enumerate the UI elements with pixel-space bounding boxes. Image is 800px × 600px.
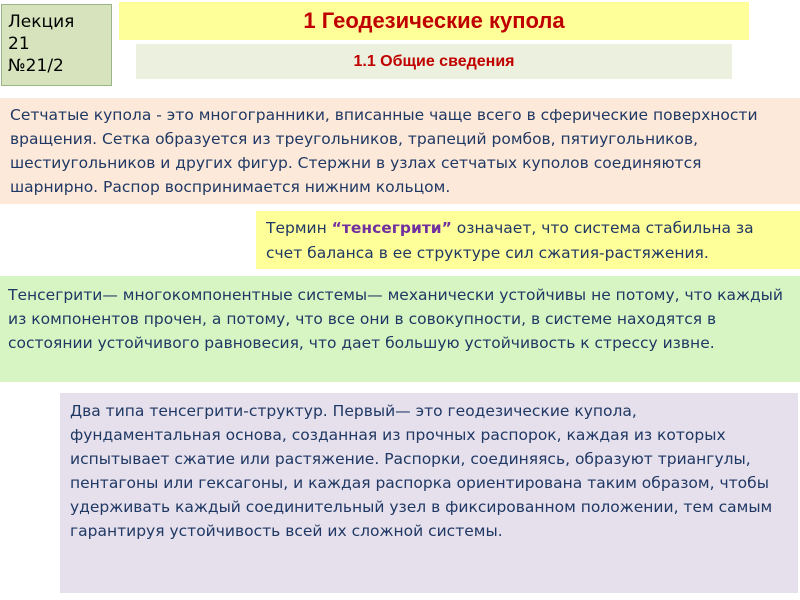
intro-paragraph: Сетчатые купола - это многогранники, вписанные чаще всего в сферические поверхности вращения. Сетка образуется из треугольников, трапеций ромбов, пятиугольников, шестиугольников и других фигур. Стержни в узлах сетчатых куполов соединяются шарнирно. Распор воспринимается нижним кольцом.: [0, 98, 800, 204]
lecture-number-box: [1, 4, 112, 86]
term-prefix: Термин: [266, 219, 332, 237]
term-suffix: означает, что система стабильна за счет баланса в ее структуре сил сжатия-растяжения.: [266, 219, 754, 262]
lecture-number: 21: [8, 34, 30, 54]
term-definition-paragraph: [256, 211, 800, 269]
term-keyword: “тенсегрити”: [331, 219, 452, 237]
lecture-code: №21/2: [8, 56, 64, 76]
tensegrity-paragraph: Тенсегрити— многокомпонентные системы— механически устойчивы не потому, что каждый из компонентов прочен, а потому, что все они в совокупности, в системе находятся в состоянии устойчивого равновесия, что дает большую устойчивость к стрессу извне.: [0, 276, 800, 382]
lecture-label: Лекция: [8, 12, 75, 32]
page-title: 1 Геодезические купола: [119, 2, 749, 40]
structure-types-paragraph: Два типа тенсегрити-структур. Первый— это геодезические купола, фундаментальная основа, созданная из прочных распорок, каждая из которых испытывает сжатие или растяжение. Распорки, соединяясь, образуют триангулы, пентагоны или гексагоны, и каждая распорка ориентирована таким образом, чтобы удерживать каждый соединительный узел в фиксированном положении, тем самым гарантируя устойчивость всей их сложной системы.: [60, 393, 798, 593]
section-subtitle: 1.1 Общие сведения: [136, 44, 732, 79]
